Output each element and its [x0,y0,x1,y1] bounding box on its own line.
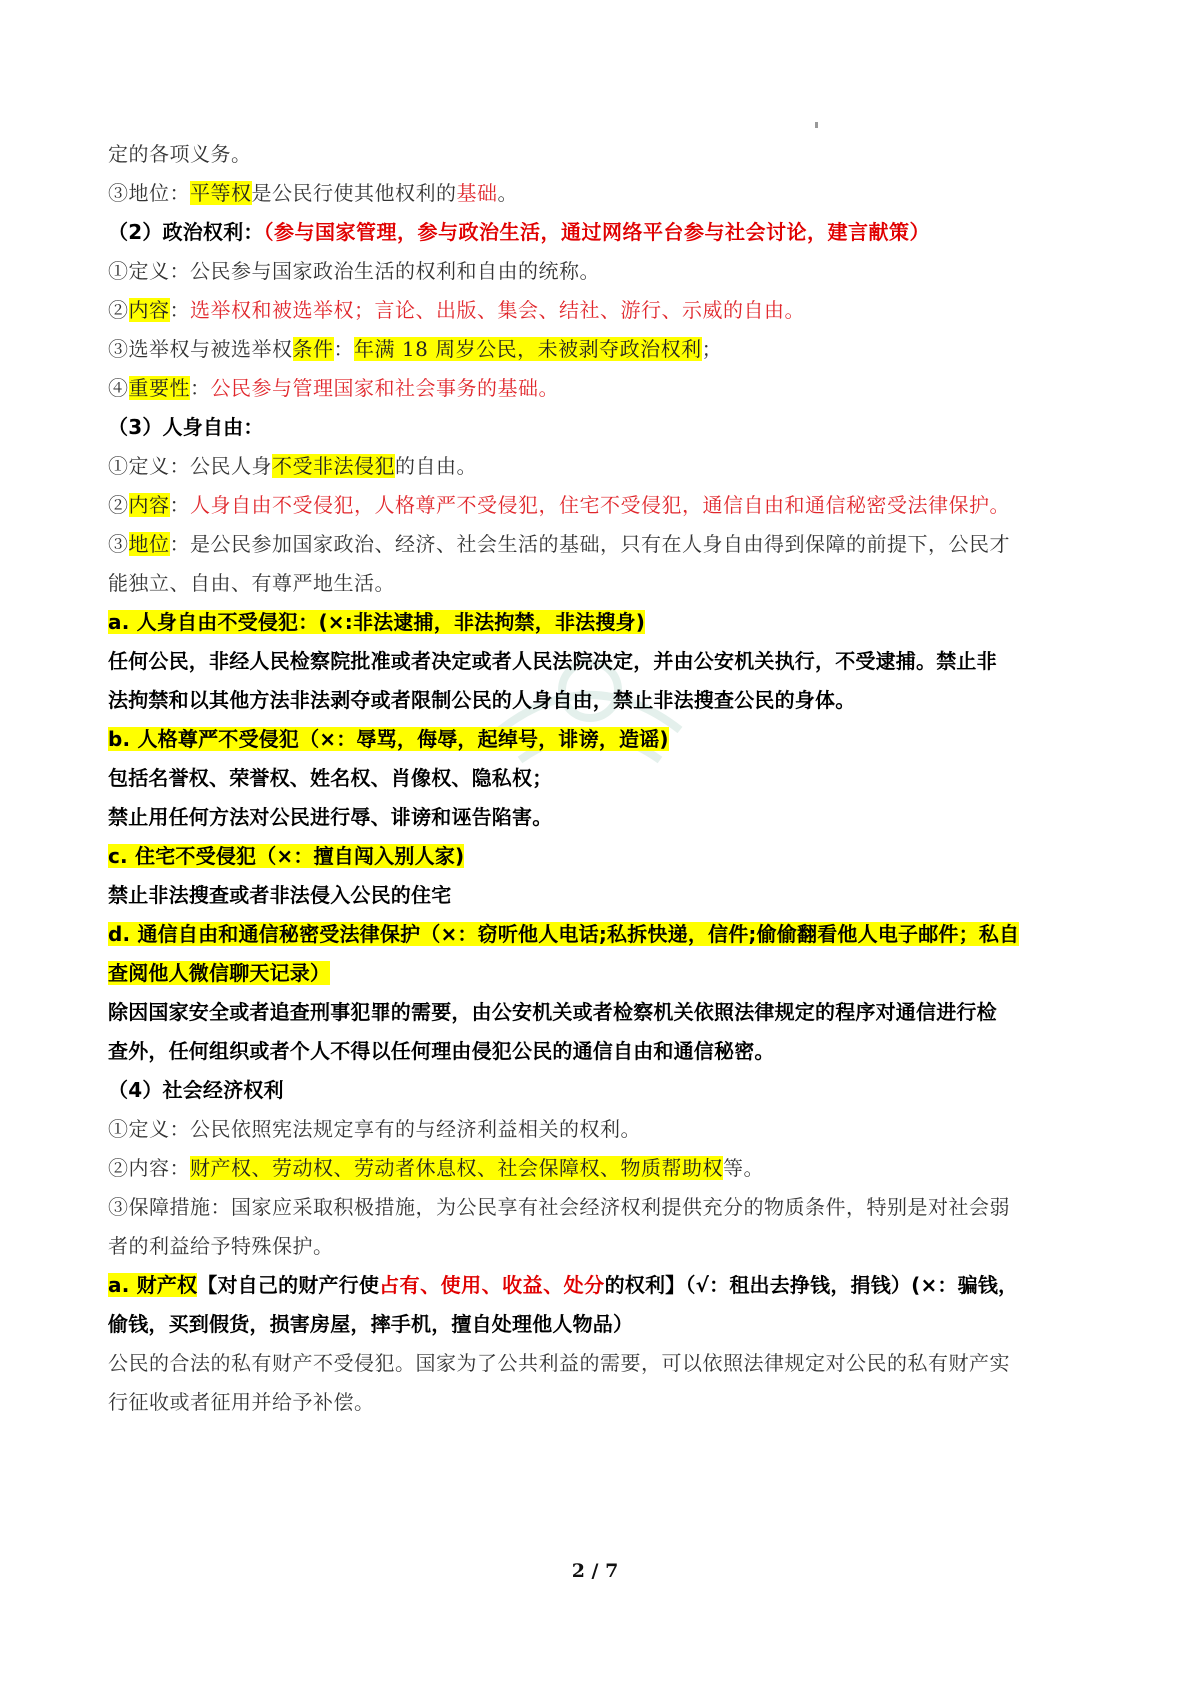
text-line [108,608,1098,636]
text-segment: 的自由。 [395,454,477,478]
highlighted-text: 条件 [292,337,334,361]
text-line [108,1271,1098,1299]
text-line [108,179,1098,207]
text-segment: 基础 [456,181,498,205]
text-segment: 人身自由不受侵犯，人格尊严不受侵犯，住宅不受侵犯，通信自由和通信秘密受法律保护。 [190,493,1010,517]
text-segment: ①定义：公民依照宪法规定享有的与经济利益相关的权利。 [108,1117,641,1141]
text-line [108,218,1098,246]
text-segment: 能独立、自由、有尊严地生活。 [108,571,395,595]
text-line [108,1154,1098,1182]
text-segment: ： [190,376,211,400]
highlighted-text: 地位 [128,532,170,556]
text-segment: ③保障措施：国家应采取积极措施，为公民享有社会经济权利提供充分的物质条件，特别是对社会弱 [108,1195,1010,1219]
text-segment: 除因国家安全或者追查刑事犯罪的需要，由公安机关或者检察机关依照法律规定的程序对通信进行检 [108,1000,997,1024]
text-segment: 公民参与管理国家和社会事务的基础。 [210,376,559,400]
text-segment: （2）政治权利： [108,220,264,244]
highlighted-text: b. 人格尊严不受侵犯（×：辱骂，侮辱，起绰号，诽谤，造谣) [108,727,669,751]
text-segment: ④ [108,376,129,400]
text-segment: （参与国家管理，参与政治生活，通过网络平台参与社会讨论，建言献策） [263,220,931,244]
text-line [108,140,1098,168]
text-line [108,1115,1098,1143]
text-segment: ③选举权与被选举权 [108,337,293,361]
text-line [108,452,1098,480]
text-line [108,959,1098,987]
text-line [108,257,1098,285]
text-line [108,1193,1098,1221]
text-line [108,803,1098,831]
text-segment: ②内容： [108,1156,190,1180]
text-line [108,686,1098,714]
text-segment: 等。 [723,1156,764,1180]
text-segment: ：是公民参加国家政治、经济、社会生活的基础，只有在人身自由得到保障的前提下，公民才 [169,532,1010,556]
text-segment: 公民的合法的私有财产不受侵犯。国家为了公共利益的需要，可以依照法律规定对公民的私有财产实 [108,1351,1010,1375]
text-segment: ② [108,493,129,517]
text-segment: 包括名誉权、荣誉权、姓名权、肖像权、隐私权； [108,766,553,790]
text-segment: 。 [497,181,518,205]
text-segment: ； [701,337,723,361]
text-line [108,530,1098,558]
highlighted-text: 内容 [128,298,170,322]
highlighted-text: d. 通信自由和通信秘密受法律保护（×：窃听他人电话;私拆快递，信件;偷偷翻看他人电子邮件；私自 [108,922,1020,946]
text-segment: ： [169,298,190,322]
text-segment: ： [169,493,190,517]
text-segment: ② [108,298,129,322]
text-segment: 者的利益给予特殊保护。 [108,1234,334,1258]
text-line [108,1232,1098,1260]
highlighted-text: a. 人身自由不受侵犯：(×:非法逮捕，非法拘禁，非法搜身) [108,610,646,634]
page-indicator: 2 / 7 [571,1560,619,1582]
text-line [108,1076,1098,1104]
text-line [108,881,1098,909]
text-segment: 偷钱，买到假货，损害房屋，摔手机，擅自处理他人物品） [108,1312,634,1336]
text-line [108,725,1098,753]
text-line [108,647,1098,675]
text-segment: 是公民行使其他权利的 [251,181,457,205]
text-line [108,842,1098,870]
text-line [108,1037,1098,1065]
text-segment: ③地位： [108,181,190,205]
highlighted-text: a. 财产权 [108,1273,198,1297]
text-line [108,296,1098,324]
stray-mark [815,122,818,128]
text-line [108,335,1098,363]
text-segment: ①定义：公民参与国家政治生活的权利和自由的统称。 [108,259,600,283]
text-line [108,1310,1098,1338]
highlighted-text: 平等权 [190,181,252,205]
text-segment: 任何公民，非经人民检察院批准或者决定或者人民法院决定，并由公安机关执行，不受逮捕。禁止非 [108,649,997,673]
highlighted-text: 内容 [128,493,170,517]
highlighted-text: 年满 18 周岁公民，未被剥夺政治权利 [354,337,702,361]
highlighted-text: 重要性 [128,376,190,400]
text-line [108,413,1098,441]
text-line [108,920,1098,948]
text-segment: （3）人身自由： [108,415,264,439]
text-segment: ①定义：公民人身 [108,454,272,478]
text-segment: 行征收或者征用并给予补偿。 [108,1390,375,1414]
text-segment: 法拘禁和以其他方法非法剥夺或者限制公民的人身自由，禁止非法搜查公民的身体。 [108,688,856,712]
text-segment: 禁止用任何方法对公民进行辱、诽谤和诬告陷害。 [108,805,553,829]
text-segment: 占有、使用、收益、处分 [379,1273,605,1297]
highlighted-text: 财产权、劳动权、劳动者休息权、社会保障权、物质帮助权 [190,1156,723,1180]
text-segment: 选举权和被选举权；言论、出版、集会、结社、游行、示威的自由。 [190,298,805,322]
text-line [108,491,1098,519]
text-segment: 定的各项义务。 [108,142,252,166]
text-segment: 查外，任何组织或者个人不得以任何理由侵犯公民的通信自由和通信秘密。 [108,1039,775,1063]
highlighted-text: 不受非法侵犯 [272,454,395,478]
text-segment: 禁止非法搜查或者非法侵入公民的住宅 [108,883,452,907]
highlighted-text: 查阅他人微信聊天记录） [108,961,331,985]
text-segment: 【对自己的财产行使 [197,1273,380,1297]
text-line [108,998,1098,1026]
text-line [108,1388,1098,1416]
text-segment: ③ [108,532,129,556]
text-line [108,1349,1098,1377]
text-line [108,374,1098,402]
text-segment: （4）社会经济权利 [108,1078,284,1102]
highlighted-text: c. 住宅不受侵犯（×：擅自闯入别人家) [108,844,465,868]
text-segment: 的权利】（√：租出去挣钱，捐钱）(×：骗钱， [604,1273,1019,1297]
text-segment: ： [333,337,354,361]
text-line [108,764,1098,792]
text-line [108,569,1098,597]
